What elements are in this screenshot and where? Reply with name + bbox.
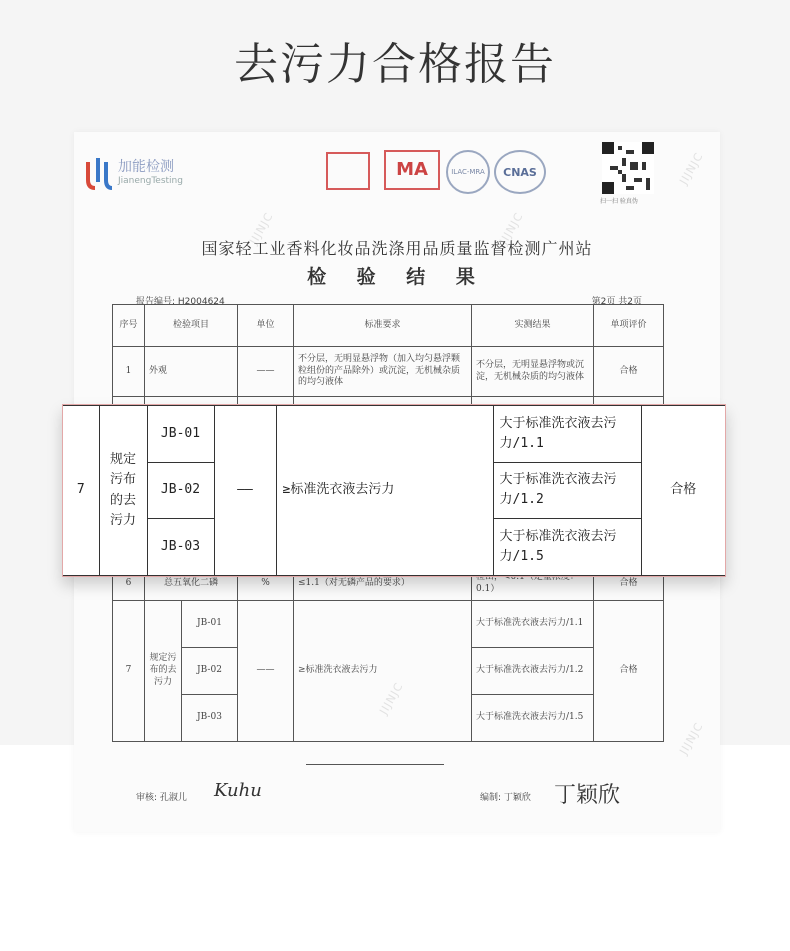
table-row	[113, 347, 664, 397]
requirement: 不分层，无明显悬浮物（加入均匀悬浮颗粒组份的产品除外）或沉淀，无机械杂质的均匀液体	[294, 347, 472, 397]
row-number: 6	[113, 567, 145, 601]
zoomed-row-jb01	[63, 406, 725, 463]
requirement: ≥标准洗衣液去污力	[294, 601, 472, 742]
result: 0.1）	[472, 567, 594, 601]
logo-name: 加能检测	[118, 159, 174, 175]
row-number: 7	[63, 406, 99, 576]
sample-id: JB-01	[147, 406, 214, 463]
page-title: 去污力合格报告	[234, 39, 556, 90]
evaluation: 合格	[594, 567, 664, 601]
watermark: JIJNJC	[377, 680, 406, 717]
quality-stamp-icon	[326, 152, 370, 190]
reviewer-label: 审核: 孔淑儿	[136, 793, 187, 803]
sample-id: JB-02	[147, 462, 214, 519]
result: 大于标准洗衣液去污力/1.1	[472, 601, 594, 648]
cma-text: MA	[396, 159, 428, 180]
header-cell: 单项评价	[594, 305, 664, 347]
unit: ——	[238, 347, 294, 397]
result: 大于标准洗衣液去污力/1.2	[493, 462, 641, 519]
header-cell: 单位	[238, 305, 294, 347]
header-cell: 检验项目	[145, 305, 238, 347]
editor-label: 编制: 丁颖欣	[480, 793, 531, 803]
ilac-mra-badge	[446, 150, 490, 194]
organization-name: 国家轻工业香料化妆品洗涤用品质量监督检测广州站	[201, 239, 593, 258]
item-name: 外观	[145, 347, 238, 397]
table-row	[113, 601, 664, 648]
result: 大于标准洗衣液去污力/1.2	[472, 648, 594, 695]
item-name: 总五氧化二磷	[145, 567, 238, 601]
evaluation: 合格	[641, 406, 725, 576]
header-cell: 标准要求	[294, 305, 472, 347]
jianeng-logo-icon	[84, 154, 114, 192]
zoomed-result-row	[62, 404, 726, 577]
evaluation: 合格	[594, 601, 664, 742]
result: 大于标准洗衣液去污力/1.5	[493, 519, 641, 576]
watermark: JIJNJC	[497, 210, 526, 247]
row-number: 7	[113, 601, 145, 742]
logo-subtitle: JianengTesting	[118, 176, 183, 186]
watermark: JIJNJC	[677, 720, 706, 757]
unit: ——	[214, 406, 276, 576]
requirement: ≥标准洗衣液去污力	[276, 406, 493, 576]
requirement: ≤1.1（对无磷产品的要求）	[294, 567, 472, 601]
sample-id: JB-03	[182, 695, 238, 742]
sample-id: JB-01	[182, 601, 238, 648]
qr-code-icon	[602, 142, 654, 194]
sample-id: JB-02	[182, 648, 238, 695]
table-header-row	[113, 305, 664, 347]
item-name: 规定污布的去污力	[99, 406, 147, 576]
cnas-text: CNAS	[503, 165, 537, 179]
row-number: 1	[113, 347, 145, 397]
page-number: 第2页 共2页	[591, 297, 642, 307]
cnas-badge	[494, 150, 546, 194]
item-name: 规定污布的去污力	[145, 601, 182, 742]
zoomed-result-table	[63, 405, 725, 576]
result: 不分层，无明显悬浮物或沉淀，无机械杂质的均匀液体	[472, 347, 594, 397]
evaluation: 合格	[594, 347, 664, 397]
unit: ——	[238, 601, 294, 742]
report-number: 报告编号: H2004624	[136, 297, 225, 307]
result-heading: 检 验 结 果	[307, 266, 487, 288]
watermark: JIJNJC	[677, 150, 706, 187]
header-cell: 序号	[113, 305, 145, 347]
unit: %	[238, 567, 294, 601]
watermark: JIJNJC	[247, 210, 276, 247]
ilac-text: ILAC-MRA	[451, 168, 485, 176]
qr-caption: 扫一扫 验真伪	[600, 198, 638, 205]
reviewer-signature: Kuhu	[214, 780, 262, 801]
signature-divider	[306, 764, 444, 765]
result: 大于标准洗衣液去污力/1.1	[493, 406, 641, 463]
header-cell: 实测结果	[472, 305, 594, 347]
editor-signature: 丁颖欣	[554, 783, 621, 808]
sample-id: JB-03	[147, 519, 214, 576]
cma-stamp	[384, 150, 440, 190]
result: 大于标准洗衣液去污力/1.5	[472, 695, 594, 742]
